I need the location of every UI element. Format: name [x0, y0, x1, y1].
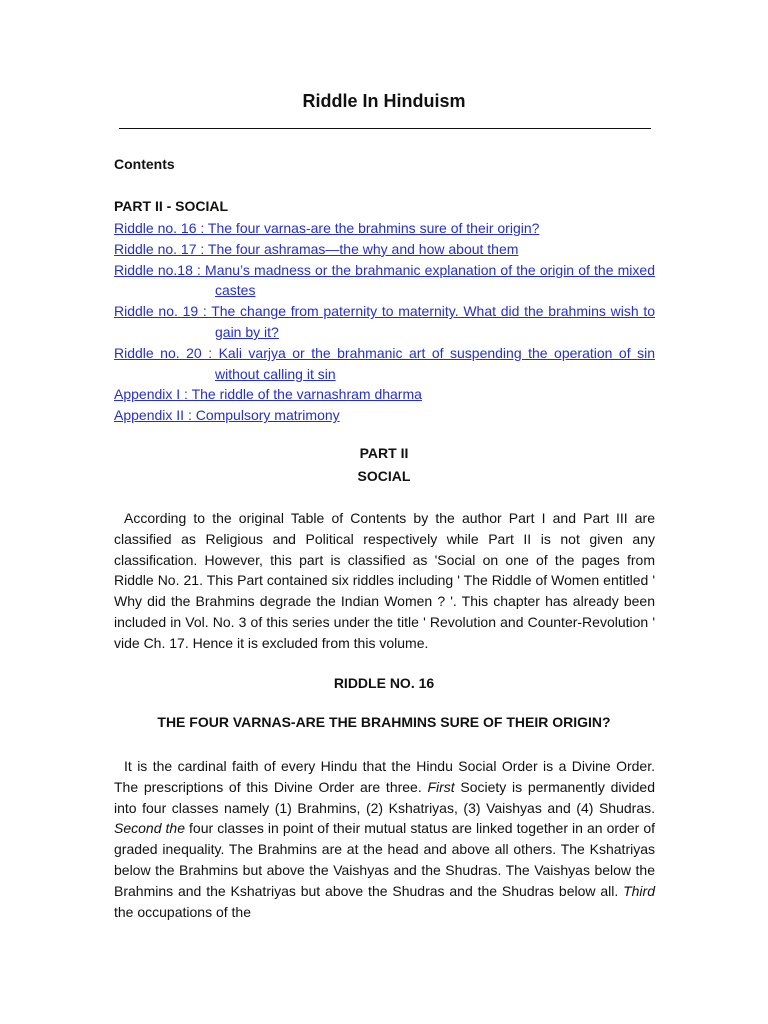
riddle-heading: RIDDLE NO. 16 [333, 675, 435, 691]
body-text-2: Society is permanently divided into four classes namely (1) Brahmins, (2) Kshatriyas, (3) Vaishyas and (4) Shudras. [114, 778, 655, 816]
intro-paragraph [114, 508, 655, 654]
toc-part-heading: PART II - SOCIAL [114, 198, 229, 214]
toc-link-riddle-17[interactable]: Riddle no. 17 : The four ashramas—the why and how about them [114, 240, 519, 257]
toc-link-appendix-1[interactable]: Appendix I : The riddle of the varnashram dharma [114, 386, 422, 403]
body-text-3: four classes in point of their mutual status are linked together in an order of graded inequality. The Brahmins are at the head and above all others. The Kshatriyas below the Brahmins but above the Vaishyas and the Shudras. The Vaishyas below the Brahmins and the Kshatriyas but above the Shudras and the Shudras below all. [114, 820, 656, 899]
body-text-4: the occupations of the [114, 903, 251, 920]
body-text-1: It is the cardinal faith of every Hindu that the Hindu Social Order is a Divine Order. The prescriptions of this Divine Order are three. [114, 758, 655, 795]
part-heading: PART II [359, 445, 409, 461]
body-emphasis-second: Second the [114, 820, 185, 837]
body-emphasis-first: First [427, 778, 455, 795]
toc-link-appendix-2[interactable]: Appendix II : Compulsory matrimony [114, 407, 340, 424]
title-underline [119, 128, 651, 129]
riddle-title: THE FOUR VARNAS-ARE THE BRAHMINS SURE OF THEIR ORIGIN? [157, 714, 611, 730]
intro-paragraph-text: According to the original Table of Contents by the author Part I and Part III are classified as Religious and Political respectively while Part II is not given any classification. However, this part is classified as 'Social on one of the pages from Riddle No. 21. This Part contained six riddles including ' The Riddle of Women entitled ' Why did the Brahmins degrade the Indian Women ? '. This chapter has already been included in Vol. No. 3 of this series under the title ' Revolution and Counter-Revolution ' vide Ch. 17. Hence it is excluded from this volume. [114, 510, 655, 651]
toc-link-riddle-16[interactable]: Riddle no. 16 : The four varnas-are the brahmins sure of their origin? [114, 220, 540, 236]
table-of-contents [114, 218, 655, 426]
contents-heading: Contents [114, 156, 175, 172]
social-heading: SOCIAL [357, 468, 411, 484]
body-emphasis-third: Third [623, 882, 655, 899]
toc-link-riddle-19[interactable]: Riddle no. 19 : The change from paternity to maternity. What did the brahmins wish to gain by it? [114, 303, 655, 340]
document-title: Riddle In Hinduism [302, 91, 466, 111]
toc-link-riddle-20[interactable]: Riddle no. 20 : Kali varjya or the brahmanic art of suspending the operation of sin without calling it sin [114, 344, 655, 382]
body-paragraph [114, 756, 655, 922]
toc-link-riddle-18[interactable]: Riddle no.18 : Manu’s madness or the brahmanic explanation of the origin of the mixed castes [114, 261, 655, 299]
